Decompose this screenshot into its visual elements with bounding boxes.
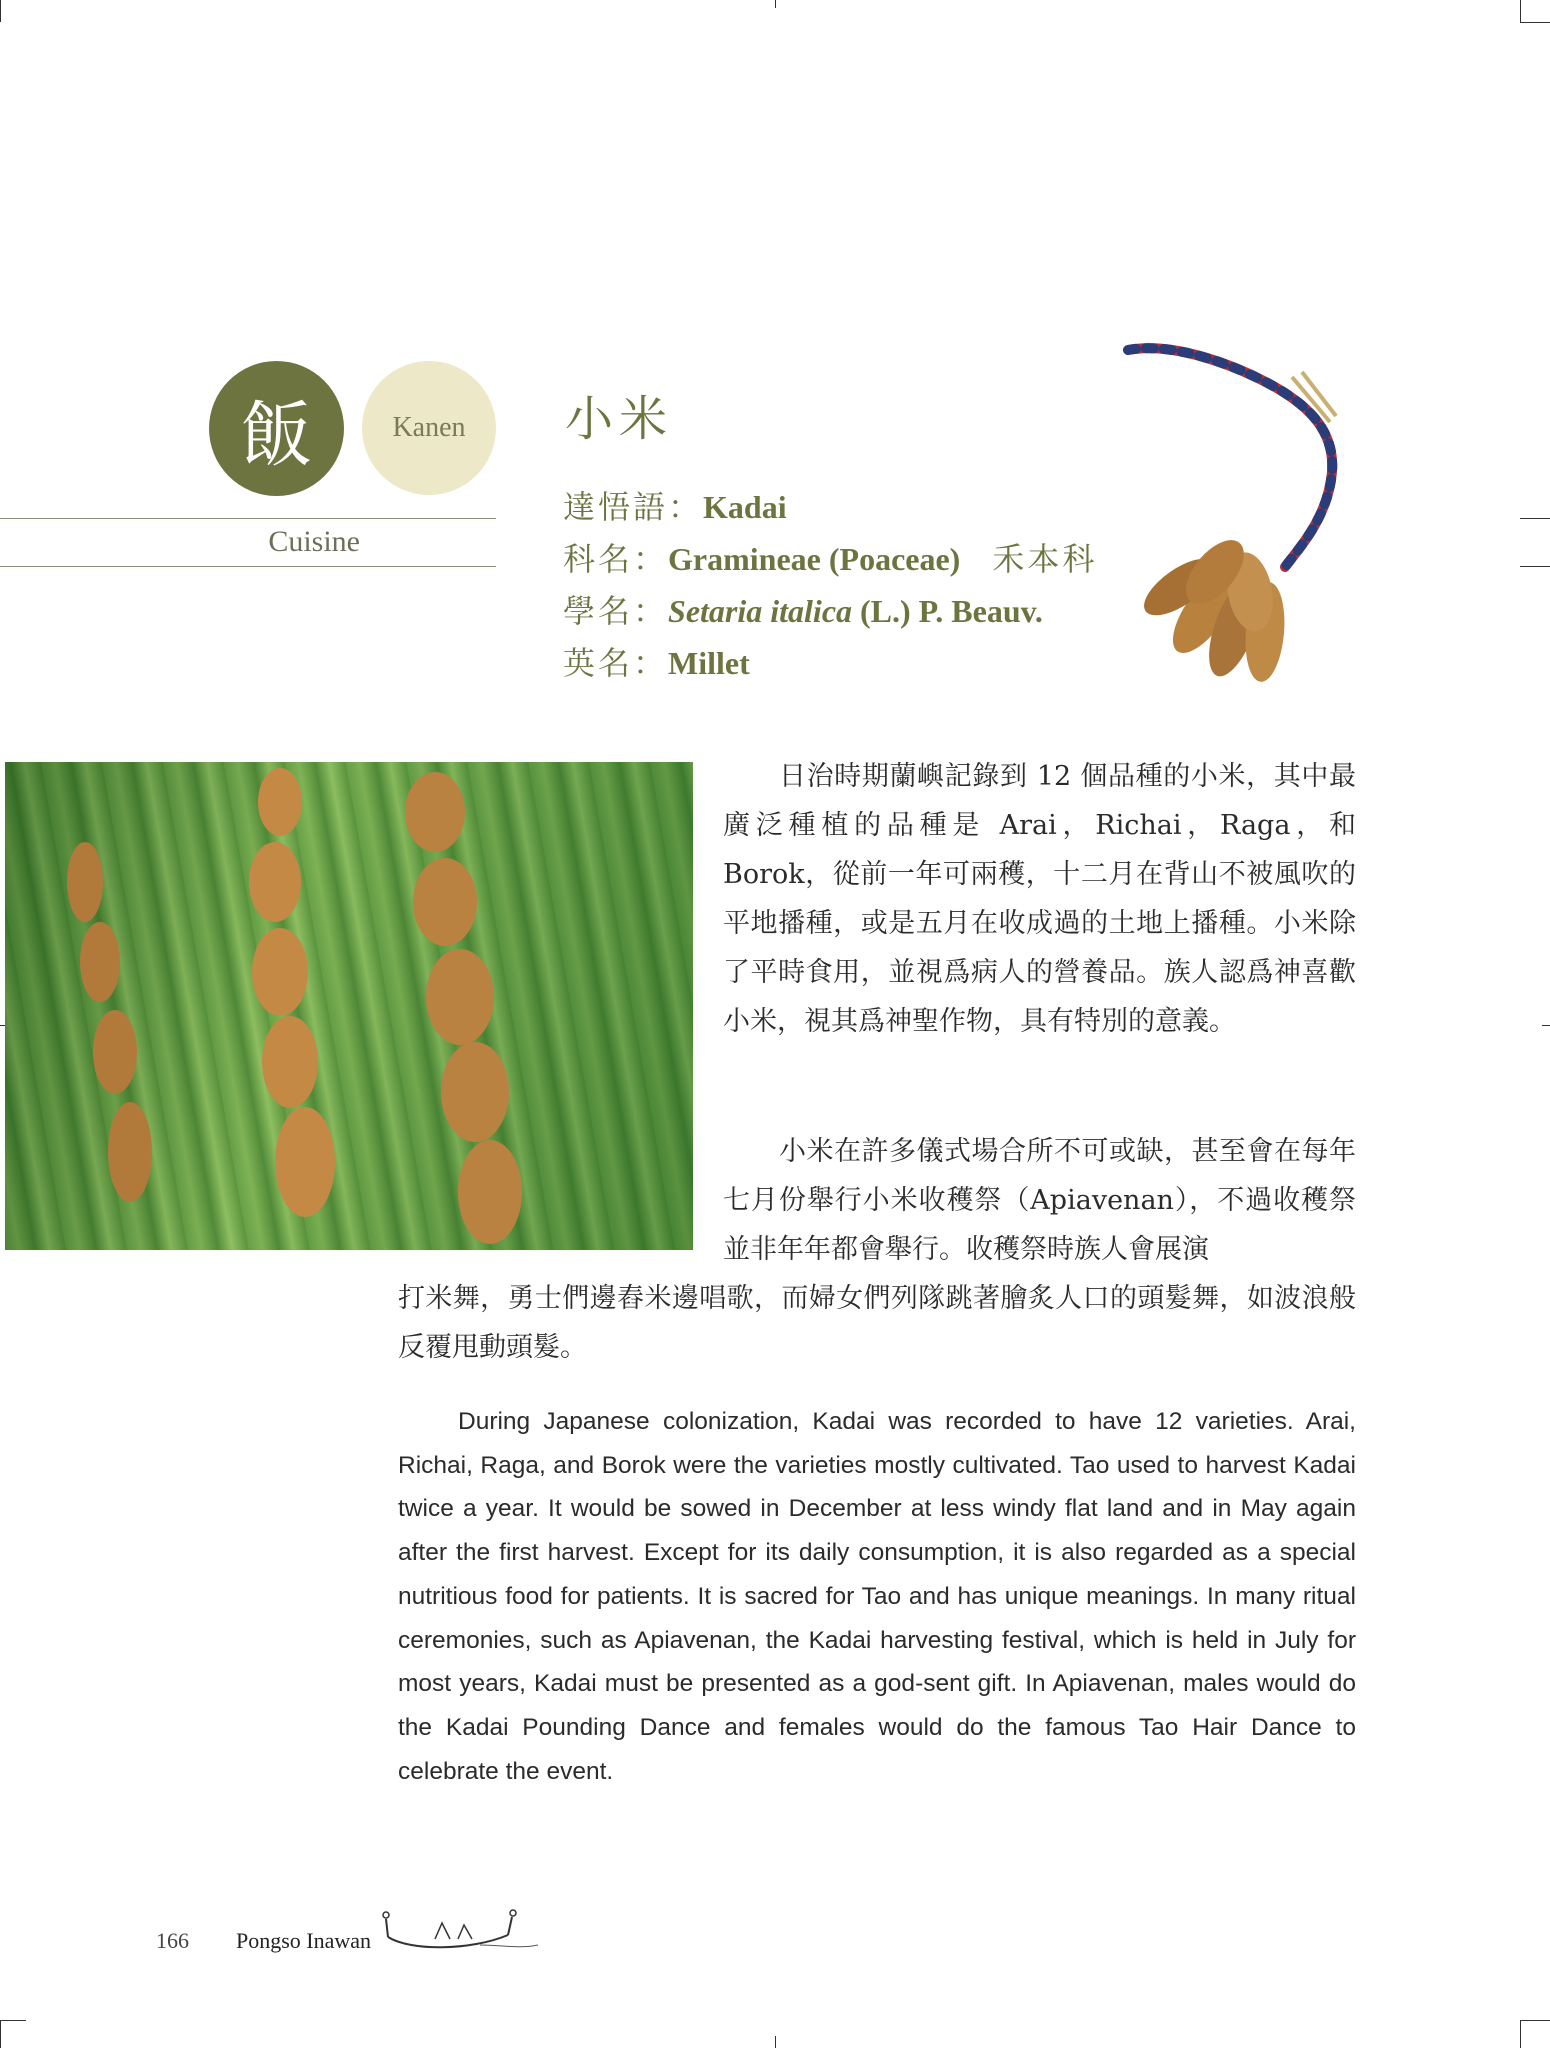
crop-mark: [775, 0, 776, 8]
header-rule-top: [0, 518, 496, 519]
tao-name-line: [563, 482, 787, 528]
crop-mark: [775, 2036, 776, 2048]
english-paragraph-text: During Japanese colonization, Kadai was recorded to have 12 varieties. Arai, Richai, Raga, and Borok were the varieties mostly cultivated. Tao used to harvest Kadai twice a year. It would be sowed in December at less windy flat land and in May again after the first harvest. Except for its daily consumption, it is also regarded as a special nutritious food for patients. It is sacred for Tao and has unique meanings. In many ritual ceremonies, such as Apiavenan, the Kadai harvesting festival, which is held in July for most years, Kadai must be presented as a god-sent gift. In Apiavenan, males would do the Kadai Pounding Dance and females would do the famous Tao Hair Dance to celebrate the event.: [398, 1408, 1356, 1785]
family-chinese: 禾本科: [992, 540, 1098, 578]
crop-mark: [1520, 0, 1521, 22]
crop-mark: [1520, 566, 1550, 567]
scientific-author: (L.) P. Beauv.: [860, 593, 1043, 629]
entry-title: 小米: [565, 391, 674, 447]
english-name-label: 英名：: [563, 644, 669, 682]
badge-character: 飯: [240, 392, 313, 477]
badge-word: Kanen: [392, 412, 466, 443]
crop-mark: [1542, 1025, 1550, 1026]
english-name-value: Millet: [668, 645, 750, 681]
header-rule-bottom: [0, 566, 496, 567]
scientific-name-line: [563, 586, 1043, 632]
family-value: Gramineae (Poaceae): [668, 541, 961, 577]
book-title: Pongso Inawan: [236, 1928, 372, 1953]
millet-bundle-image: [1110, 342, 1410, 720]
tao-name-value: Kadai: [703, 489, 787, 525]
crop-mark: [1520, 2020, 1521, 2048]
millet-field-photo: [5, 762, 693, 1250]
scientific-genus: Setaria italica: [668, 593, 853, 629]
crop-mark: [0, 0, 1, 22]
scientific-name-label: 學名：: [563, 592, 669, 630]
page-number: 166: [156, 1928, 189, 1953]
family-line: [563, 534, 1097, 580]
chinese-paragraph-1: 日治時期蘭嶼記錄到 12 個品種的小米，其中最廣泛種植的品種是 Arai，Richai，Raga，和 Borok，從前一年可兩穫，十二月在背山不被風吹的平地播種，或是五月在收成過的土地上播種。小米除了平時食用，並視爲病人的營養品。族人認爲神喜歡小米，視其爲神聖作物，具有特別的意義。: [723, 761, 1356, 1037]
canoe-icon: [380, 1905, 540, 1955]
crop-mark: [1520, 22, 1550, 23]
millet-field-illustration: [5, 762, 693, 1250]
crop-mark: [1520, 518, 1550, 519]
english-paragraph: [398, 1400, 1356, 1793]
chinese-paragraph-2-part-1: 小米在許多儀式場合所不可或缺，甚至會在每年七月份舉行小米收穫祭（Apiavenan），不過收穫祭並非年年都會舉行。收穫祭時族人會展演: [723, 1136, 1356, 1265]
chinese-paragraph-2-part-2: 打米舞，勇士們邊舂米邊唱歌，而婦女們列隊跳著膾炙人口的頭髮舞，如波浪般反覆甩動頭髮。: [398, 1283, 1356, 1363]
english-name-line: [563, 638, 750, 684]
tao-name-label: 達悟語：: [563, 488, 704, 526]
crop-mark: [0, 2020, 26, 2021]
crop-mark: [0, 2020, 1, 2048]
crop-mark: [1520, 2020, 1550, 2021]
section-label: Cuisine: [268, 525, 360, 558]
family-label: 科名：: [563, 540, 669, 578]
category-badge: [209, 361, 344, 496]
category-word-badge: [362, 361, 496, 495]
